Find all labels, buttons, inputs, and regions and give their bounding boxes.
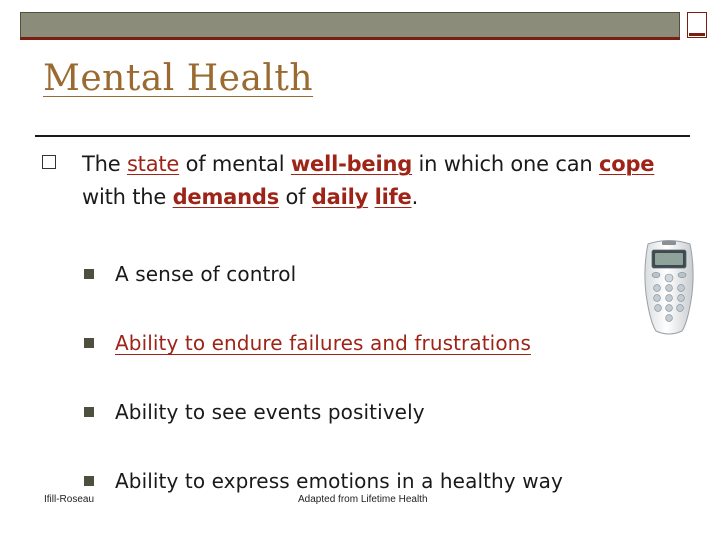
cope-link[interactable]: cope <box>598 152 655 176</box>
list-item <box>82 325 602 394</box>
slide-title: Mental Health <box>43 58 314 99</box>
life-link[interactable]: life <box>374 185 412 209</box>
square-bullet-icon <box>84 338 94 348</box>
definition-text-part: in which one can <box>412 152 599 176</box>
definition-text <box>82 148 692 214</box>
title-divider <box>35 135 690 137</box>
definition-text-part: of <box>279 185 312 209</box>
hollow-square-bullet-icon <box>42 155 56 169</box>
corner-square-decoration <box>687 12 707 38</box>
definition-text-part: of mental <box>179 152 291 176</box>
header-bar <box>20 12 680 38</box>
footer-source: Adapted from Lifetime Health <box>298 494 428 505</box>
definition-text-part: with the <box>82 185 173 209</box>
footer-author: Ifill-Roseau <box>44 494 95 505</box>
square-bullet-icon <box>84 476 94 486</box>
sub-point-text: A sense of control <box>115 262 297 286</box>
state-link[interactable]: state <box>126 152 180 176</box>
sub-point-link[interactable]: Ability to endure failures and frustrations <box>115 331 531 355</box>
list-item <box>82 256 602 325</box>
clicker-remote-icon <box>640 238 698 336</box>
header-accent-rule <box>20 37 680 40</box>
daily-link[interactable]: daily <box>311 185 369 209</box>
definition-text-part: . <box>411 185 419 209</box>
sub-point-text: Ability to see events positively <box>115 400 425 424</box>
sub-point-list <box>82 256 602 532</box>
sub-point-text: Ability to express emotions in a healthy way <box>115 469 563 493</box>
definition-text-part: The <box>82 152 127 176</box>
square-bullet-icon <box>84 269 94 279</box>
square-bullet-icon <box>84 407 94 417</box>
demands-link[interactable]: demands <box>172 185 279 209</box>
list-item <box>82 394 602 463</box>
well-being-link[interactable]: well-being <box>290 152 413 176</box>
